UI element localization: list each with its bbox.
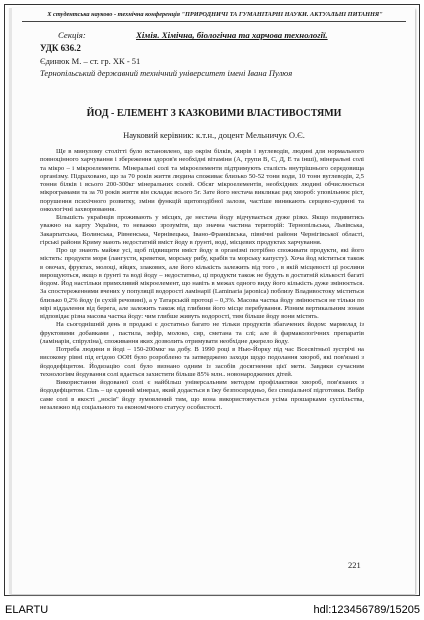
paragraph: Використання йодованої солі є найбільш універсальним методом профілактики хвороб, пов'язаних з йододефіцитом. Сіль – це єдиний мінерал, який додається в їжу безпосередньо, без спеціальної підготовки. Вибір саме солі в якості „носія" йоду зумовлений тим, що вона використовується усіма прошарками суспільства, незалежно від соціального та економічного статусу особистості. xyxy=(40,379,364,411)
section-label: Секція: xyxy=(58,30,86,40)
udk-code: УДК 636.2 xyxy=(40,43,81,53)
university-affiliation: Тернопільський державний технічний університет імені Івана Пулюя xyxy=(40,68,293,78)
viewer-footer xyxy=(0,600,424,620)
supervisor-line: Науковий керівник: к.т.н., доцент Мельничук О.Є. xyxy=(123,130,305,140)
paragraph: Більшість українців проживають у місцях, де нестача йоду відчувається дуже різко. Якщо подивитись уважно на карту України, то неважко зрозуміти, що значна частина територій: Тернопільська, Львівська, Закарпатська, Волинська, Рівненська, Чернівецька, Івано-Франківська, північні райони Чернігівської області, гірські райони Криму мають недостатній вміст йоду в ґрунті, воді, місцевих продуктах харчування. xyxy=(40,214,364,246)
page-number: 221 xyxy=(348,560,361,570)
header-rule xyxy=(22,21,406,22)
conference-header: Х студентська науково - технічна конференція "ПРИРОДНИЧІ ТА ГУМАНІТАРНІ НАУКИ. АКТУАЛЬНІ ПИТАННЯ" xyxy=(47,11,383,18)
paragraph: Ще в минулому столітті було встановлено, що окрім білків, жирів і вуглеводів, людині для нормального повноцінного харчування і збереження здоров'я необхідні вітаміни (А, групи В, С, Д, Е та інші), мінеральні солі та мікро – і мікроелементи. Мінеральні солі та мікроелементи підтримують сталість внутрішнього середовища організму. Підраховано, що за 70 років життя людина споживає близько 50-52 тони води, 10 тонн вуглеводів, 2,5 тонни білків і всього 200-300кг мінеральних солей. Обсяг мікроелементів, необхідних людині обчислюється мікрограмами та за 70 років життя він складає всього 5г. Зате його нестача викликає ряд хвороб: уповільнює ріст, порушення психічного розвитку, зміни функцій щитоподібної залози, частіше виникають серцево-судинні та онкологічні захворювання. xyxy=(40,148,364,213)
section-row xyxy=(58,30,406,42)
paper-title: ЙОД - ЕЛЕМЕНТ З КАЗКОВИМИ ВЛАСТИВОСТЯМИ xyxy=(86,108,342,119)
repository-label: ELARTU xyxy=(5,604,49,616)
paragraph: Про це знають майже усі, щоб підвищити вміст йоду в організмі потрібно споживати продукти, які його містять: продукти моря (лангусти, креветки, морську рибу, крабів та морську капусту). Хоча йод міститься також в овочах, фруктах, молоці, яйцях, злакових, але його кількість залежить від того , в якій місцевості ці рослини вирощуються, якщо в ґрунті та воді йоду – недостатньо, ці продукти також не будуть в достатній кількості багаті йодом. Йод настільки примхливий мікроелемент, що навіть в межах одного виду його кількість дуже змінюється. За спостереженнями вчених у популяції водорості ламінарії (Laminaria japonica) поблизу Владивостоку міститься близько 0,2% йоду (в сухій речовині), а у Татарській протоці – 0,3%. Масова частка йоду змінюється не тільки по мірі віддалення від берега, але залежить також від глибини його місце перебування. Різним вертикальним зонам відповідає різна масова частка йоду: чим глибше живуть водорості, тим більше йоду вони містять. xyxy=(40,247,364,320)
paragraph: Потреба людини в йоді – 150-200мкг на добу. В 1990 році в Нью-Йорку під час Всесвітньої зустрічі на високому рівні під егідою ООН було розроблено та затверджено заходи щодо подолання хвороб, які пов'язані з йододефіцитом. Йодизацію солі було визнано одним із засобів досягнення цієї мети. Завдяки сучасним технологіям йодування солі вдається захистити більше 85% млн.. новонароджених дітей. xyxy=(40,346,364,378)
handle-identifier: hdl:123456789/15205 xyxy=(313,604,420,616)
body-text xyxy=(40,148,364,566)
paragraph: На сьогоднішній день в продажі є достатньо багато не тільки продуктів збагачених йодом: мармелад із фруктовими добавками , пастила, зефір, молоко, сир, сметана та слі; але й фармакологічних препаратів (ламінарія, спіруліна), споживання яких дозволить отримувати необхідне джерело йоду. xyxy=(40,321,364,345)
section-value: Хімія. Хімічна, біологічна та харчова технології. xyxy=(136,30,328,40)
author-line: Єдинюк М. – ст. гр. ХК - 51 xyxy=(40,56,141,66)
